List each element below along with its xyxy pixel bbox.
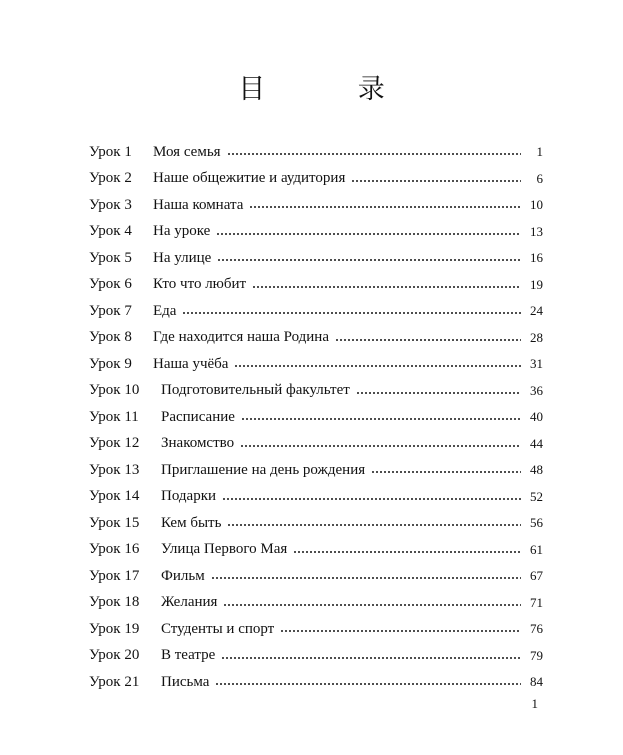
page-number: 67 [530,568,543,584]
lesson-title: На уроке [153,223,211,240]
lesson-number: Урок 17 [89,567,140,584]
toc-entry[interactable] [89,245,543,272]
toc-entry[interactable] [89,669,543,696]
dot-leader [222,497,521,501]
lesson-number: Урок 21 [89,673,140,690]
lesson-title: Знакомство [161,435,235,452]
lesson-title: Подарки [161,488,217,505]
dot-leader [293,550,521,554]
lesson-title: На улице [153,249,212,266]
dot-leader [227,152,521,156]
page-number: 52 [530,488,543,504]
lesson-title: Еда [153,302,177,319]
dot-leader [351,179,521,183]
page-title: 目 录 [238,74,427,105]
page-number: 10 [530,197,543,213]
lesson-title: Фильм [161,567,205,584]
lesson-title: Наше общежитие и аудитория [153,170,346,187]
toc-entry[interactable] [89,378,543,405]
toc-entry[interactable] [89,457,543,484]
page-number: 24 [530,303,543,319]
page-number: 79 [530,647,543,663]
page-number: 44 [530,435,543,451]
lesson-number: Урок 13 [89,461,140,478]
toc-entry[interactable] [89,219,543,246]
lesson-number: Урок 6 [89,276,132,293]
page-number: 84 [530,674,543,690]
dot-leader [371,470,521,474]
dot-leader [227,523,521,527]
lesson-title: В театре [161,647,216,664]
toc-entry[interactable] [89,484,543,511]
dot-leader [252,285,521,289]
table-of-contents [89,139,543,696]
page-number: 48 [530,462,543,478]
dot-leader [215,682,521,686]
lesson-number: Урок 3 [89,196,132,213]
toc-entry[interactable] [89,616,543,643]
lesson-number: Урок 7 [89,302,132,319]
dot-leader [221,656,521,660]
page-number: 1 [536,144,543,160]
lesson-number: Урок 1 [89,143,132,160]
toc-entry[interactable] [89,325,543,352]
lesson-title: Кем быть [161,514,222,531]
toc-entry[interactable] [89,404,543,431]
toc-entry[interactable] [89,139,543,166]
toc-entry[interactable] [89,298,543,325]
page-number: 36 [530,382,543,398]
toc-entry[interactable] [89,351,543,378]
page-number: 61 [530,541,543,557]
lesson-title: Где находится наша Родина [153,329,329,346]
lesson-title: Кто что любит [153,276,247,293]
dot-leader [216,232,521,236]
lesson-number: Урок 11 [89,408,139,425]
lesson-number: Урок 20 [89,647,140,664]
lesson-title: Подготовительный факультет [161,382,350,399]
dot-leader [335,338,521,342]
page-number: 13 [530,223,543,239]
lesson-title: Наша комната [153,196,244,213]
lesson-number: Урок 5 [89,249,132,266]
dot-leader [249,205,521,209]
lesson-number: Урок 4 [89,223,132,240]
lesson-number: Урок 16 [89,541,140,558]
toc-entry[interactable] [89,272,543,299]
lesson-number: Урок 15 [89,514,140,531]
dot-leader [211,576,521,580]
lesson-number: Урок 10 [89,382,140,399]
page-folio: 1 [531,696,538,711]
dot-leader [280,629,521,633]
toc-entry[interactable] [89,537,543,564]
page-number: 31 [530,356,543,372]
page-number: 56 [530,515,543,531]
dot-leader [356,391,521,395]
dot-leader [223,603,521,607]
toc-entry[interactable] [89,643,543,670]
lesson-title: Письма [161,673,210,690]
lesson-title: Наша учёба [153,355,229,372]
lesson-number: Урок 18 [89,594,140,611]
page-number: 19 [530,276,543,292]
page-number: 71 [530,594,543,610]
lesson-number: Урок 2 [89,170,132,187]
lesson-number: Урок 14 [89,488,140,505]
lesson-title: Расписание [161,408,235,425]
page-number: 28 [530,329,543,345]
lesson-title: Приглашение на день рождения [161,461,366,478]
page-number: 76 [530,621,543,637]
lesson-number: Урок 8 [89,329,132,346]
dot-leader [234,364,521,368]
lesson-title: Моя семья [153,143,221,160]
lesson-number: Урок 9 [89,355,132,372]
dot-leader [217,258,521,262]
lesson-title: Студенты и спорт [161,620,275,637]
toc-entry[interactable] [89,510,543,537]
lesson-number: Урок 19 [89,620,140,637]
dot-leader [240,444,521,448]
page-number: 40 [530,409,543,425]
dot-leader [182,311,521,315]
toc-entry[interactable] [89,166,543,193]
dot-leader [241,417,521,421]
lesson-title: Улица Первого Мая [161,541,288,558]
toc-entry[interactable] [89,431,543,458]
toc-entry[interactable] [89,563,543,590]
page-number: 6 [536,170,543,186]
lesson-title: Желания [161,594,218,611]
lesson-number: Урок 12 [89,435,140,452]
toc-entry[interactable] [89,192,543,219]
toc-entry[interactable] [89,590,543,617]
page-number: 16 [530,250,543,266]
